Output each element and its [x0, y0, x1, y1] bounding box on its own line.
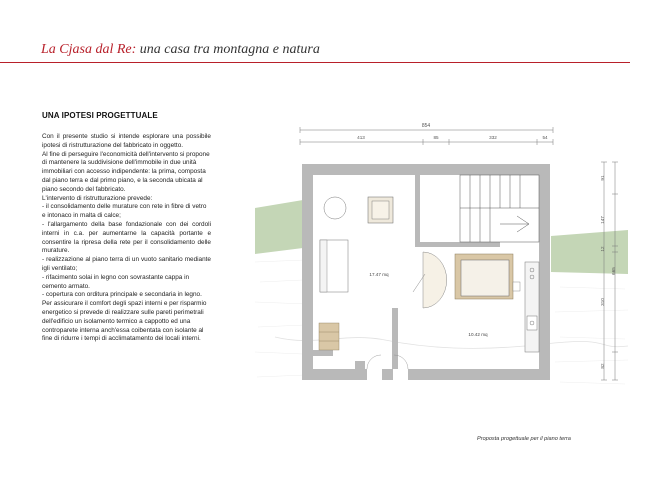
grass-left — [255, 200, 303, 254]
door-opening-right — [393, 369, 408, 381]
dim-right-4: 310 — [600, 298, 605, 306]
paragraph-intervention: L'intervento di ristrutturazione prevede: — [42, 194, 153, 202]
wall-stub-bottom — [355, 361, 365, 369]
paragraph-insulation: Per assicurare il comfort degli spazi interni e per risparmio energetico si prevede di realizzare sulle pareti perimetrali dell'edificio un isolamento termico a cappotto ed una controparete interna anch'essa coibentata con isolante al fine di ridurre i tempi di acclimatamento dei locali interni. — [42, 300, 207, 343]
partition-landing — [420, 242, 500, 247]
list-item-consolidation: - il consolidamento delle murature con rete in fibre di vetro e intonaco in malta di calce; — [42, 203, 207, 220]
wall-stub-left — [313, 350, 333, 356]
section-heading: UNA IPOTESI PROGETTUALE — [42, 111, 158, 120]
dim-overall-width: 854 — [421, 123, 431, 129]
body-text — [42, 133, 211, 344]
dim-overall-height: 665 — [611, 267, 616, 275]
sofa-back — [320, 240, 327, 292]
floor-plan — [255, 112, 628, 428]
dim-right-3: 12 — [600, 246, 605, 252]
brand-name: La Cjasa dal Re: — [41, 42, 137, 57]
list-item-foundation: - l'allargamento della base fondazionale con dei cordoli interni in c.a. per aumentarne la capacità portante e consentire la ripresa della rete per il consolidamento delle murature. — [42, 220, 211, 255]
partition-central — [392, 308, 398, 369]
list-item-crawlspace: - realizzazione al piano terra di un vuoto sanitario mediante igli ventilato; — [42, 256, 211, 272]
sink — [527, 316, 537, 330]
dim-top-2: 85 — [433, 135, 439, 140]
header-rule — [0, 62, 630, 63]
dim-top-3: 332 — [489, 135, 497, 140]
page-subtitle: una casa tra montagna e natura — [136, 42, 320, 57]
room-area-kitchen: 10.42 mq — [468, 332, 488, 337]
room-area-living: 17.47 mq — [369, 272, 389, 277]
round-rug — [423, 252, 447, 308]
partition-stair — [415, 175, 420, 247]
door-opening-left — [367, 369, 382, 381]
staircase — [460, 175, 539, 242]
paragraph-economy: Al fine di perseguire l'economicità dell'intervento si propone di mantenere la suddivisione dell'immobile in due unità immobiliari con accesso indipendente: la prima, composta dal piano terra e dal primo piano, e la seconda ubicata al piano secondo del fabbricato. — [42, 150, 210, 193]
paragraph-intro: Con il presente studio si intende esplorare una possibile ipotesi di ristrutturazione del fabbricato in oggetto. — [42, 133, 211, 149]
armchair-seat — [372, 201, 389, 219]
page-title — [41, 42, 320, 58]
dim-top-4: 54 — [542, 135, 548, 140]
dim-right-2: 147 — [600, 216, 605, 224]
plan-caption: Proposta progettuale per il piano terra — [477, 436, 571, 442]
dim-right-5: 82 — [600, 363, 605, 369]
round-table — [324, 197, 346, 219]
top-dimensions — [300, 127, 553, 145]
kitchen-counter — [525, 262, 539, 352]
list-item-floors: - rifacimento solai in legno con sovrastante cappa in cemento armato. — [42, 273, 190, 290]
door-swings — [367, 355, 408, 369]
dining-table — [461, 260, 509, 296]
bookshelf — [319, 323, 339, 350]
dim-top-1: 413 — [357, 135, 365, 140]
chair — [513, 282, 520, 291]
dim-right-1: 91 — [600, 175, 605, 181]
list-item-roof: - copertura con orditura principale e secondaria in legno. — [42, 291, 202, 299]
